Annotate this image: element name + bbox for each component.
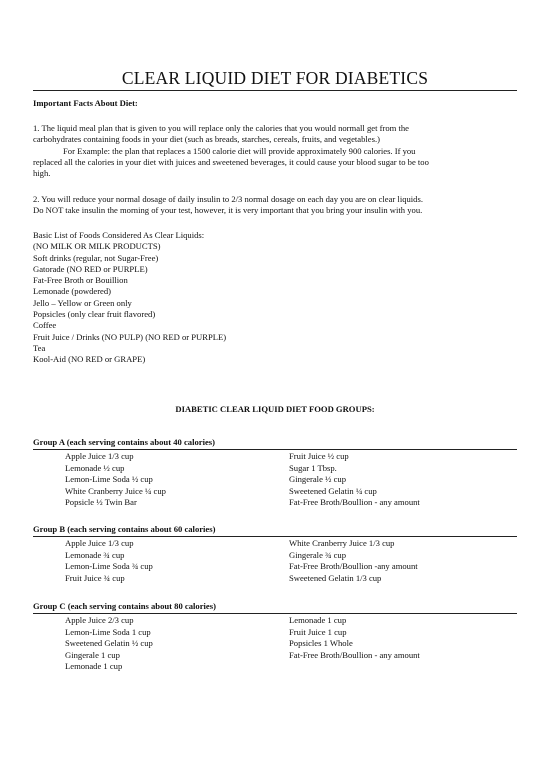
table-row <box>33 538 517 549</box>
food-item: Gingerale 1 cup <box>65 649 120 660</box>
food-item: Lemon-Lime Soda 1 cup <box>65 626 151 637</box>
paragraph-1-line: For Example: the plan that replaces a 1500 calorie diet will provide approximately 900 calories. If you <box>63 145 416 156</box>
food-item: Lemonade 1 cup <box>65 661 123 671</box>
food-item: Apple Juice 1/3 cup <box>65 451 134 461</box>
table-row <box>33 474 517 485</box>
food-item: Lemon-Lime Soda ½ cup <box>65 474 153 484</box>
list-item: Gatorade (NO RED or PURPLE) <box>33 263 148 274</box>
list-item: Popsicles (only clear fruit flavored) <box>33 309 156 320</box>
paragraph-1-line: high. <box>33 168 51 179</box>
paragraph-1-line: replaced all the calories in your diet with juices and sweetened beverages, it could cause your blood sugar to be too <box>33 156 429 167</box>
table-row <box>33 561 517 572</box>
food-item: Fat-Free Broth/Boullion - any amount <box>289 497 420 507</box>
food-item: Sugar 1 Tbsp. <box>289 462 337 473</box>
list-item: Tea <box>33 342 46 353</box>
list-item: Coffee <box>33 320 57 331</box>
food-item: Lemonade ½ cup <box>65 462 125 473</box>
food-item: White Cranberry Juice ¼ cup <box>65 485 166 496</box>
facts-heading <box>33 98 517 109</box>
food-item: Apple Juice 1/3 cup <box>65 538 134 548</box>
food-item: Lemon-Lime Soda ¾ cup <box>65 561 153 571</box>
table-row <box>33 638 517 649</box>
facts-heading-text: Important Facts About Diet: <box>33 98 138 108</box>
group-a-rule <box>33 449 517 450</box>
food-item: Fruit Juice 1 cup <box>289 626 347 637</box>
paragraph-2-line: 2. You will reduce your normal dosage of daily insulin to 2/3 normal dosage on each day you are on clear liquids. <box>33 194 423 204</box>
paragraph-1-line: carbohydrates containing foods in your diet (such as breads, starches, cereals, fruits, and vegetables.) <box>33 134 380 145</box>
group-a-heading: Group A (each serving contains about 40 calories) <box>33 437 215 447</box>
food-item: White Cranberry Juice 1/3 cup <box>289 538 395 548</box>
table-row <box>33 661 517 672</box>
food-item: Lemonade 1 cup <box>289 615 347 625</box>
food-item: Fruit Juice ½ cup <box>289 451 349 461</box>
food-item: Gingerale ¾ cup <box>289 549 347 560</box>
page-title: CLEAR LIQUID DIET FOR DIABETICS <box>121 68 429 88</box>
group-c-heading: Group C (each serving contains about 80 calories) <box>33 601 216 611</box>
table-row <box>33 550 517 561</box>
group-b-rule <box>33 536 517 537</box>
food-item: Gingerale ½ cup <box>289 474 347 484</box>
paragraph-1 <box>33 123 517 179</box>
list-item: (NO MILK OR MILK PRODUCTS) <box>33 241 161 252</box>
food-item: Lemonade ¾ cup <box>65 549 125 560</box>
table-row <box>33 486 517 497</box>
paragraph-1-line: 1. The liquid meal plan that is given to you will replace only the calories that you would normall get from the <box>33 123 409 133</box>
group-b-heading: Group B (each serving contains about 60 calories) <box>33 524 216 534</box>
title-underline <box>33 90 517 91</box>
food-item: Fruit Juice ¾ cup <box>65 572 125 583</box>
food-groups-heading: DIABETIC CLEAR LIQUID DIET FOOD GROUPS: <box>175 404 375 414</box>
table-row <box>33 650 517 661</box>
list-item: Soft drinks (regular, not Sugar-Free) <box>33 252 159 263</box>
food-item: Sweetened Gelatin 1/3 cup <box>289 572 382 583</box>
list-item: Fruit Juice / Drinks (NO PULP) (NO RED or PURPLE) <box>33 331 227 342</box>
list-heading: Basic List of Foods Considered As Clear Liquids: <box>33 230 205 240</box>
table-row <box>33 451 517 462</box>
food-item: Fat-Free Broth/Boullion - any amount <box>289 649 420 660</box>
food-item: Sweetened Gelatin ¼ cup <box>289 485 377 496</box>
list-item: Lemonade (powdered) <box>33 286 112 297</box>
food-item: Apple Juice 2/3 cup <box>65 615 134 625</box>
list-item: Kool-Aid (NO RED or GRAPE) <box>33 354 146 365</box>
table-row <box>33 615 517 626</box>
table-row <box>33 463 517 474</box>
clear-liquids-list <box>33 230 517 366</box>
food-item: Fat-Free Broth/Boullion -any amount <box>289 561 418 571</box>
food-item: Sweetened Gelatin ½ cup <box>65 638 153 648</box>
food-item: Popsicles 1 Whole <box>289 638 353 648</box>
list-item: Fat-Free Broth or Bouillion <box>33 275 128 286</box>
food-item: Popsicle ½ Twin Bar <box>65 497 137 507</box>
group-c-rule <box>33 613 517 614</box>
list-item: Jello – Yellow or Green only <box>33 297 132 308</box>
table-row <box>33 627 517 638</box>
paragraph-2-line: Do NOT take insulin the morning of your test, however, it is very important that you bring your insulin with you. <box>33 205 423 216</box>
table-row <box>33 497 517 508</box>
table-row <box>33 573 517 584</box>
paragraph-2 <box>33 194 517 217</box>
